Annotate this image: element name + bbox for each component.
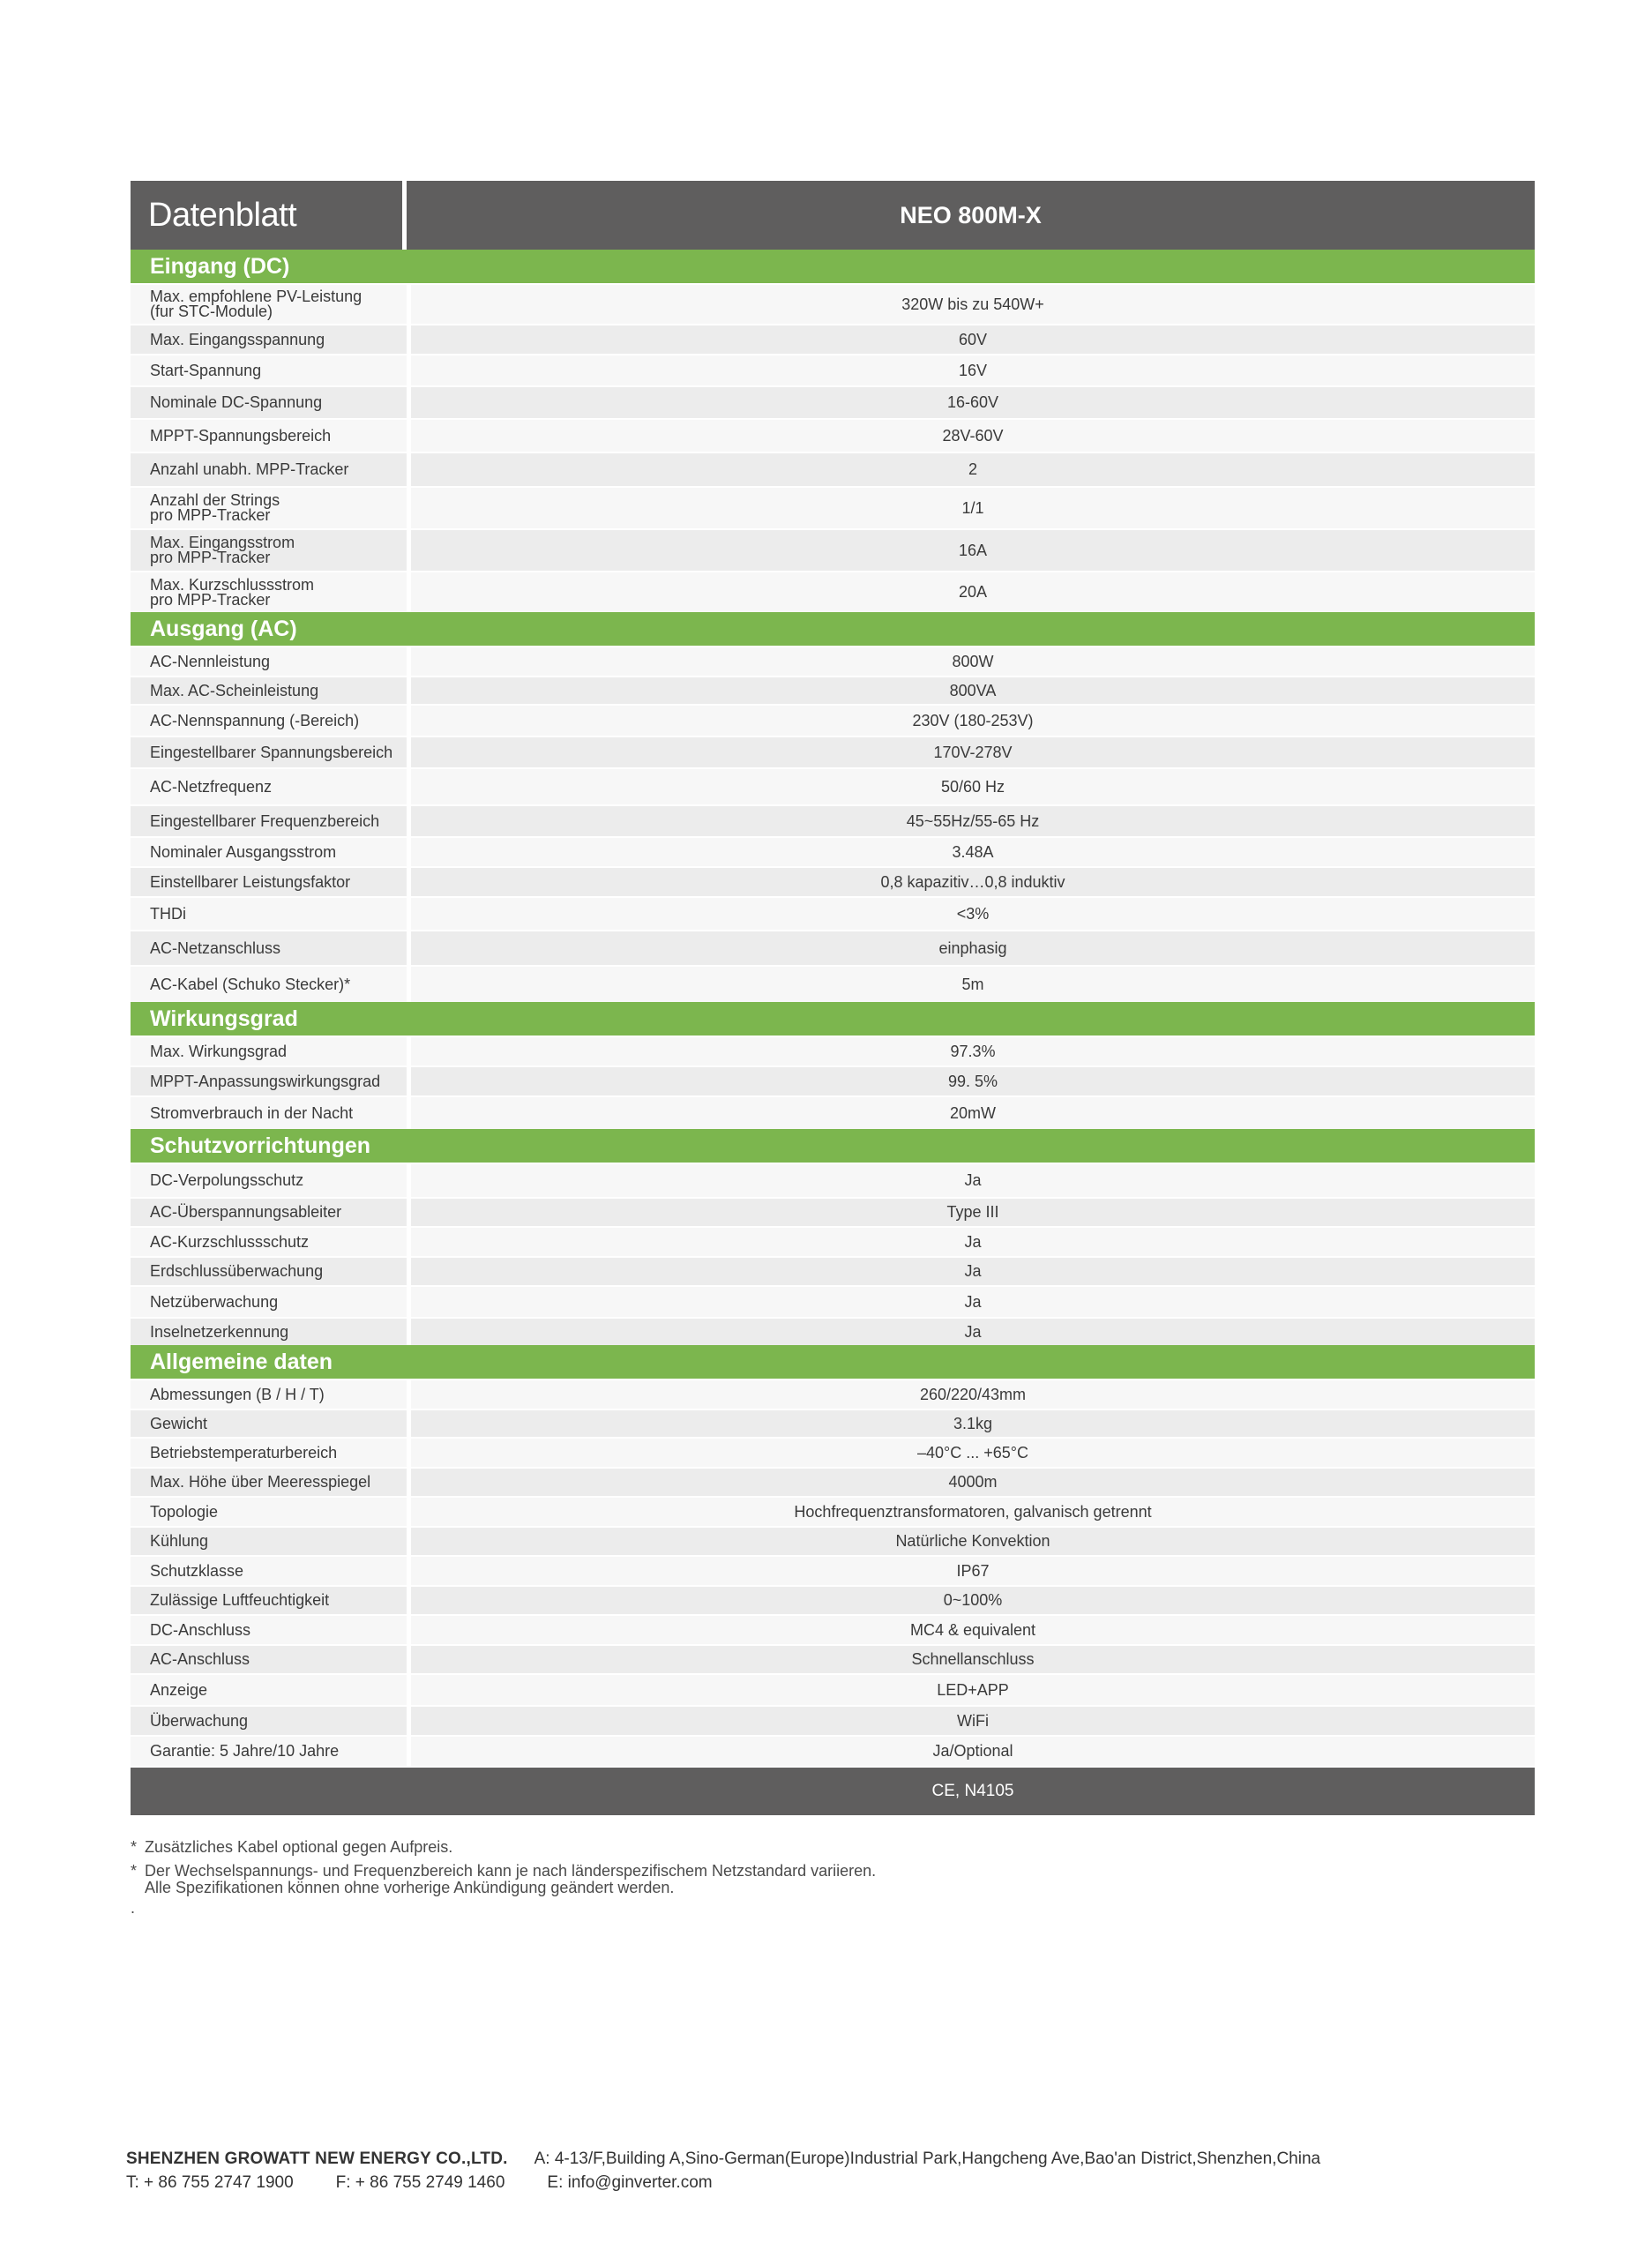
section-header: Schutzvorrichtungen [131,1129,1535,1163]
model-name: NEO 800M-X [900,201,1042,228]
spec-value: 16-60V [946,393,999,411]
spec-row [131,1036,1535,1065]
spec-row [131,486,1535,528]
spec-value: 45~55Hz/55-65 Hz [906,811,1040,830]
spec-label: Topologie [131,1498,411,1526]
spec-row [131,1065,1535,1095]
spec-label: Nominale DC-Spannung [131,387,411,418]
spec-label: Abmessungen (B / H / T) [131,1380,411,1409]
company-address: A: 4-13/F,Building A,Sino-German(Europe)Industrial Park,Hangcheng Ave,Bao'an District,Shenzhen,China [534,2150,1321,2168]
spec-row [131,1163,1535,1197]
spec-row [131,646,1535,676]
spec-row [131,1285,1535,1317]
spec-label: Kühlung [131,1528,411,1555]
company-line-1 [126,2147,1320,2171]
spec-label: Gewicht [131,1410,411,1437]
spec-value: 230V (180-253V) [912,711,1034,729]
spec-value: Type III [946,1203,999,1221]
spec-row [131,1095,1535,1129]
spec-label: Überwachung [131,1707,411,1735]
spec-label: Zulässige Luftfeuchtigkeit [131,1587,411,1614]
spec-label: Max. Wirkungsgrad [131,1037,411,1065]
spec-value: einphasig [938,938,1007,957]
spec-label: DC-Anschluss [131,1616,411,1644]
spec-row [131,1735,1535,1766]
spec-label: AC-Nennspannung (-Bereich) [131,706,411,736]
spec-label: Max. Kurzschlussstrom pro MPP-Tracker [131,572,411,612]
spec-value: 4000m [948,1473,998,1491]
spec-row [131,571,1535,612]
company-fax: F: + 86 755 2749 1460 [335,2173,505,2192]
spec-label: Erdschlussüberwachung [131,1258,411,1285]
company-line-2 [126,2171,1320,2194]
spec-label: Anzahl der Strings pro MPP-Tracker [131,488,411,528]
spec-row [131,418,1535,452]
spec-label: AC-Netzanschluss [131,931,411,965]
spec-value: 3.1kg [953,1414,993,1432]
spec-label: Max. Eingangsspannung [131,325,411,354]
table-header [131,181,1535,250]
spec-row [131,452,1535,486]
certification-spacer [131,1768,411,1815]
datasheet-title: Datenblatt [131,181,407,250]
spec-row [131,1256,1535,1285]
spec-row [131,1409,1535,1437]
spec-value: Hochfrequenztransformatoren, galvanisch getrennt [794,1502,1152,1521]
spec-value: <3% [956,904,990,923]
spec-row [131,704,1535,736]
spec-label: Anzeige [131,1675,411,1705]
spec-row [131,736,1535,767]
spec-row [131,1705,1535,1735]
spec-label: Max. AC-Scheinleistung [131,677,411,704]
spec-label: AC-Kurzschlussschutz [131,1228,411,1256]
spec-label: Inselnetzerkennung [131,1319,411,1345]
spec-label: DC-Verpolungsschutz [131,1164,411,1197]
spec-sections [131,250,1535,1766]
spec-row [131,930,1535,965]
spec-label: Max. Eingangsstrom pro MPP-Tracker [131,530,411,571]
spec-value: 97.3% [950,1042,996,1060]
certification-value: CE, N4105 [931,1782,1014,1800]
section-header: Eingang (DC) [131,250,1535,283]
footnote [131,1839,876,1856]
spec-label: Schutzklasse [131,1557,411,1585]
spec-row [131,804,1535,836]
spec-value: 3.48A [952,842,994,861]
spec-row [131,866,1535,896]
spec-label: AC-Kabel (Schuko Stecker)* [131,967,411,1002]
footnote-bullet: * [131,1838,138,1856]
section-header: Ausgang (AC) [131,612,1535,646]
spec-value: 99. 5% [947,1072,998,1090]
footnote-text: Zusätzliches Kabel optional gegen Aufpreis. [145,1838,453,1856]
spec-value: 170V-278V [933,743,1013,761]
spec-row [131,896,1535,930]
spec-label: Start-Spannung [131,355,411,385]
section-header: Wirkungsgrad [131,1002,1535,1036]
company-email: E: info@ginverter.com [547,2173,713,2192]
spec-row [131,1673,1535,1705]
spec-label: Max. empfohlene PV-Leistung (fur STC-Module) [131,285,411,324]
spec-label: Eingestellbarer Spannungsbereich [131,737,411,767]
spec-value: WiFi [957,1711,989,1730]
spec-label: Stromverbrauch in der Nacht [131,1097,411,1129]
spec-value: IP67 [956,1561,990,1580]
company-phone: T: + 86 755 2747 1900 [126,2173,294,2192]
spec-label: MPPT-Spannungsbereich [131,420,411,452]
spec-value: 16V [958,361,988,379]
spec-row [131,528,1535,571]
spec-row [131,965,1535,1002]
spec-value: 28V-60V [942,426,1004,445]
spec-value: 800W [952,652,994,670]
spec-label: Anzahl unabh. MPP-Tracker [131,453,411,486]
spec-label: AC-Anschluss [131,1646,411,1673]
footnote [131,1863,876,1896]
spec-value: 800VA [949,681,997,699]
spec-label: THDi [131,898,411,930]
spec-value: 260/220/43mm [919,1385,1027,1403]
spec-row [131,767,1535,804]
footnote-bullet: * [131,1862,138,1880]
spec-value: 320W bis zu 540W+ [901,295,1044,313]
spec-value: Natürliche Konvektion [895,1532,1050,1550]
spec-value: 0~100% [943,1591,1003,1609]
spec-label: AC-Nennleistung [131,647,411,676]
spec-value: 0,8 kapazitiv…0,8 induktiv [880,872,1065,891]
spec-value: 50/60 Hz [940,777,1005,796]
spec-row [131,836,1535,866]
spec-label: AC-Überspannungsableiter [131,1199,411,1226]
spec-label: Einstellbarer Leistungsfaktor [131,868,411,896]
spec-row [131,283,1535,324]
spec-value: Ja [964,1171,982,1189]
spec-value: 1/1 [961,498,984,517]
spec-row [131,1437,1535,1467]
spec-value: Ja [964,1262,982,1280]
spec-value: –40°C ... +65°C [917,1443,1028,1462]
spec-value: 16A [958,541,988,559]
spec-row [131,385,1535,418]
spec-value: Schnellanschluss [911,1650,1035,1668]
spec-row [131,1317,1535,1345]
spec-value: Ja [964,1232,982,1251]
spec-row [131,1226,1535,1256]
spec-row [131,1585,1535,1614]
spec-row [131,676,1535,704]
spec-value: MC4 & equivalent [909,1620,1036,1639]
spec-value: 20mW [949,1103,996,1122]
spec-row [131,1379,1535,1409]
spec-value: 60V [958,330,988,348]
company-footer [126,2147,1320,2194]
certification-bar [131,1768,1535,1815]
section-header: Allgemeine daten [131,1345,1535,1379]
spec-row [131,1496,1535,1526]
spec-value: LED+APP [937,1680,1009,1699]
spec-label: Eingestellbarer Frequenzbereich [131,806,411,836]
spec-value: Ja [964,1322,982,1341]
spec-label: Nominaler Ausgangsstrom [131,838,411,866]
spec-value: 2 [968,460,977,478]
company-name: SHENZHEN GROWATT NEW ENERGY CO.,LTD. [126,2150,508,2168]
spec-value: 5m [961,975,984,993]
spec-label: Max. Höhe über Meeresspiegel [131,1469,411,1496]
spec-value: 20A [958,583,988,601]
spec-row [131,1555,1535,1585]
spec-label: MPPT-Anpassungswirkungsgrad [131,1067,411,1095]
spec-row [131,324,1535,354]
footnote-text: Der Wechselspannungs- und Frequenzbereich kann je nach länderspezifischem Netzstandard variieren. Alle Spezifikationen können ohne vorherige Ankündigung geändert werden. [145,1862,877,1896]
footnote-trailing: . [131,1899,136,1917]
spec-row [131,1644,1535,1673]
spec-row [131,354,1535,385]
spec-value: Ja [964,1292,982,1311]
spec-row [131,1526,1535,1555]
spec-row [131,1197,1535,1226]
spec-row [131,1467,1535,1496]
spec-label: Betriebstemperaturbereich [131,1439,411,1467]
spec-label: Netzüberwachung [131,1287,411,1317]
spec-value: Ja/Optional [932,1742,1013,1760]
footnotes [131,1839,876,1917]
spec-label: Garantie: 5 Jahre/10 Jahre [131,1737,411,1766]
datasheet-table [131,181,1535,1815]
spec-row [131,1614,1535,1644]
spec-label: AC-Netzfrequenz [131,769,411,804]
